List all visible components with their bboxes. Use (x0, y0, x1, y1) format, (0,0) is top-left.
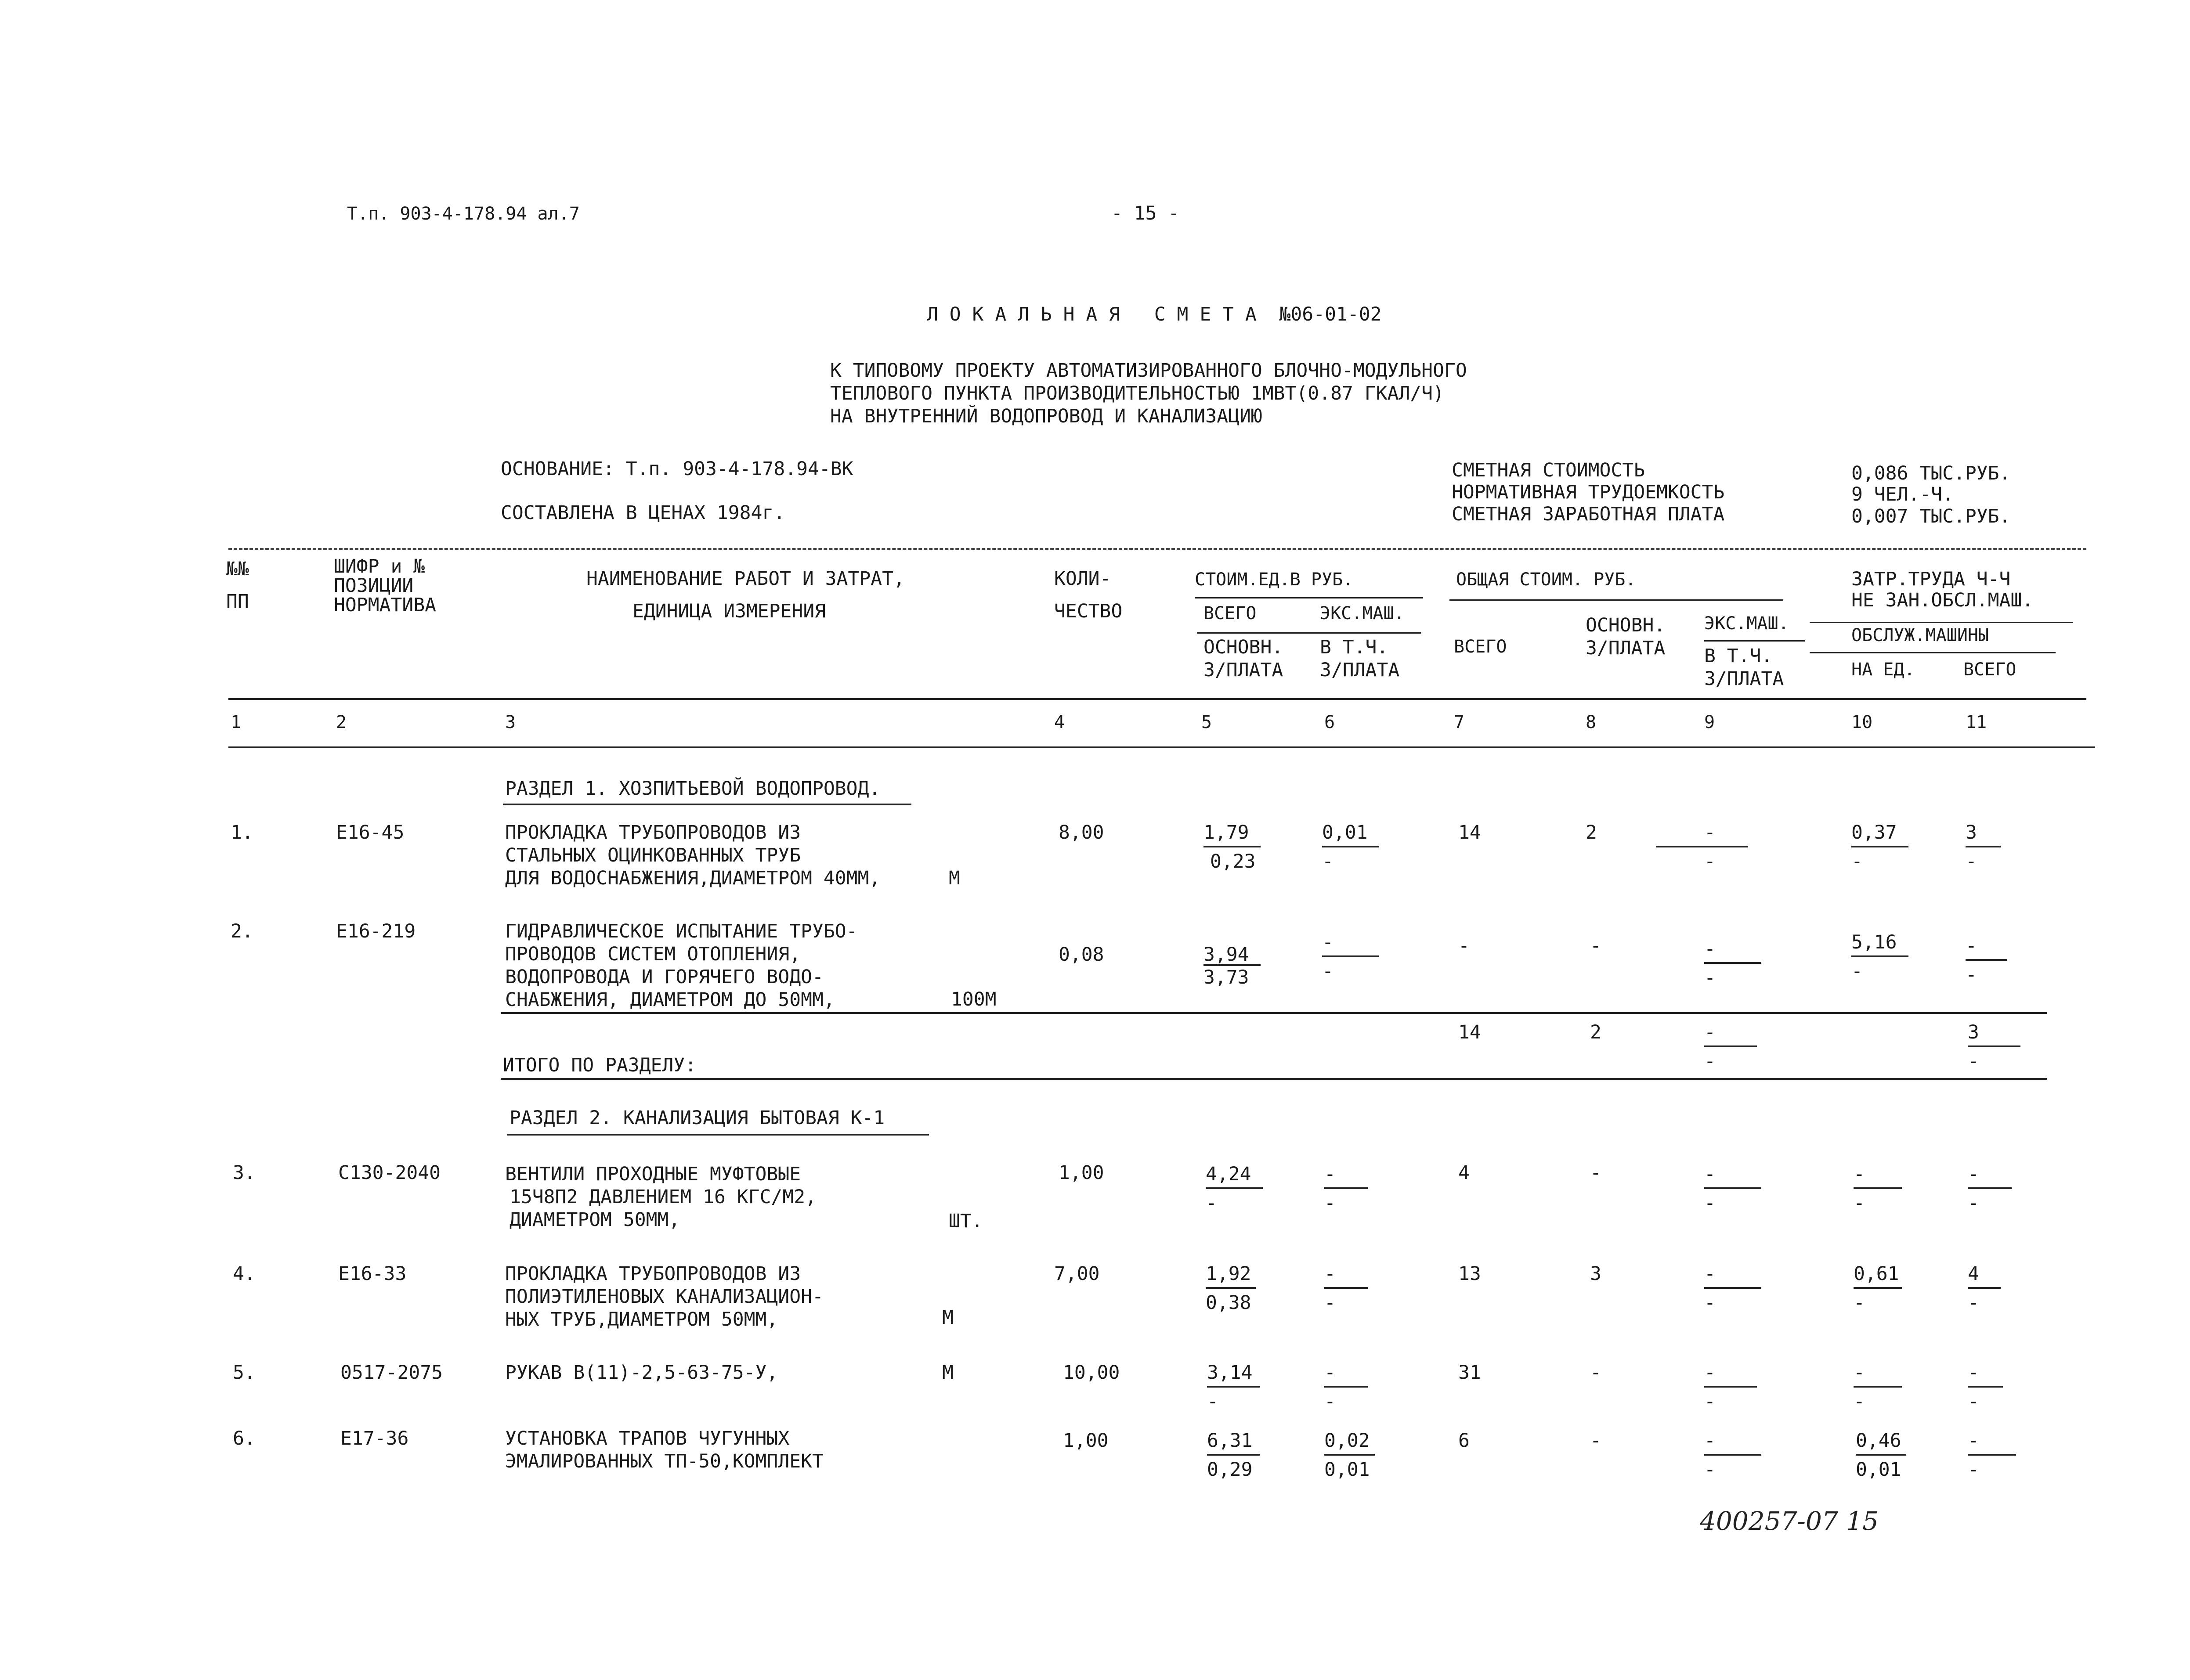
total-cost-rule (1449, 599, 1783, 601)
row-6-labor-total: - - (1968, 1429, 2034, 1481)
row-2-name: ГИДРАВЛИЧЕСКОЕ ИСПЫТАНИЕ ТРУБО- ПРОВОДОВ СИСТЕМ ОТОПЛЕНИЯ, ВОДОПРОВОДА И ГОРЯЧЕГО ВОДО- СНАБЖЕНИЯ, ДИАМЕТРОМ ДО 50ММ, (505, 920, 858, 1011)
col-4-header: КОЛИ- ЧЕСТВО (1054, 568, 1123, 622)
row-2-unit-cost: 3,94 3,73 (1203, 943, 1269, 989)
row-6-number: 6. (233, 1428, 256, 1449)
page-number: - 15 - (1111, 202, 1180, 224)
row-2-wages: - (1590, 935, 1601, 957)
row-2-number: 2. (231, 920, 253, 942)
total-cost-header: ОБЩАЯ СТОИМ. РУБ. (1456, 570, 1636, 590)
section-1-total-labor: 3 - (1968, 1021, 2034, 1073)
row-1-machine-cost: 0,01 - (1322, 821, 1388, 873)
unit-cost-sub-rule (1197, 632, 1421, 634)
handwritten-archive-number: 400257-07 15 (1700, 1506, 1879, 1536)
col-5-top-header: ВСЕГО (1203, 603, 1257, 624)
row-3-number: 3. (233, 1162, 256, 1184)
labor-header: ЗАТР.ТРУДА Ч-Ч НЕ ЗАН.ОБСЛ.МАШ. (1851, 568, 2034, 611)
section-1-total-wages: 2 (1590, 1021, 1601, 1043)
row-3-total: 4 (1458, 1162, 1470, 1184)
summary-label-wages: СМЕТНАЯ ЗАРАБОТНАЯ ПЛАТА (1452, 503, 1725, 525)
row-6-name: УСТАНОВКА ТРАПОВ ЧУГУННЫХ ЭМАЛИРОВАННЫХ ТП-50,КОМПЛЕКТ (505, 1428, 824, 1472)
section-1-total-machine: - - (1704, 1021, 1770, 1073)
col-number-5: 5 (1201, 712, 1212, 732)
section-2-title: РАЗДЕЛ 2. КАНАЛИЗАЦИЯ БЫТОВАЯ К-1 (510, 1107, 885, 1129)
col-6-top-header: ЭКС.МАШ. (1320, 603, 1405, 624)
col-3-header: НАИМЕНОВАНИЕ РАБОТ И ЗАТРАТ, ЕДИНИЦА ИЗМЕРЕНИЯ (586, 568, 905, 622)
row-6-machine-total: - - (1704, 1429, 1770, 1481)
row-4-machine-total: - - (1704, 1262, 1770, 1314)
summary-value-cost: 0,086 ТЫС.РУБ. (1851, 462, 2011, 484)
col-number-3: 3 (505, 712, 516, 732)
row-3-code: С130-2040 (338, 1162, 441, 1184)
row-2-machine-cost: - - (1322, 931, 1388, 983)
col-number-11: 11 (1966, 712, 1987, 732)
col-number-6: 6 (1324, 712, 1335, 732)
header-top-rule (228, 548, 2086, 550)
row-1-unit-cost: 1,79 0,23 (1203, 821, 1269, 873)
row-6-total: 6 (1458, 1430, 1470, 1452)
row-1-total: 14 (1458, 822, 1481, 844)
row-5-unit: М (942, 1362, 954, 1384)
col-1-header: №№ ПП (226, 558, 249, 613)
estimate-title: Л О К А Л Ь Н А Я С М Е Т А №06-01-02 (927, 303, 1382, 325)
col-9-bottom-header: В Т.Ч. З/ПЛАТА (1704, 645, 1784, 690)
row-5-unit-cost: 3,14 - (1207, 1361, 1273, 1413)
row-1-unit: М (949, 867, 960, 889)
labor-rule (1810, 622, 2073, 623)
col-2-header: ШИФР и № ПОЗИЦИИ НОРМАТИВА (334, 555, 436, 616)
row-4-unit-cost: 1,92 0,38 (1206, 1262, 1272, 1314)
row-5-number: 5. (233, 1362, 256, 1384)
basis-line: ОСНОВАНИЕ: Т.п. 903-4-178.94-ВК (501, 458, 853, 480)
row-1-code: Е16-45 (336, 822, 405, 844)
row-6-wages: - (1590, 1430, 1601, 1452)
summary-value-wages: 0,007 ТЫС.РУБ. (1851, 505, 2011, 527)
row-4-total: 13 (1458, 1263, 1481, 1285)
row-4-qty: 7,00 (1054, 1263, 1100, 1285)
col-number-2: 2 (336, 712, 347, 732)
summary-label-labor: НОРМАТИВНАЯ ТРУДОЕМКОСТЬ (1452, 481, 1725, 503)
row-1-name: ПРОКЛАДКА ТРУБОПРОВОДОВ ИЗ СТАЛЬНЫХ ОЦИНКОВАННЫХ ТРУБ ДЛЯ ВОДОСНАБЖЕНИЯ,ДИАМЕТРОМ 40ММ, (505, 822, 881, 889)
row-6-qty: 1,00 (1063, 1430, 1109, 1452)
prices-year-line: СОСТАВЛЕНА В ЦЕНАХ 1984г. (501, 502, 785, 524)
row-2-labor-unit: 5,16 - (1851, 931, 1917, 983)
section-2-title-underline (507, 1134, 929, 1136)
unit-cost-header: СТОИМ.ЕД.В РУБ. (1195, 570, 1354, 590)
row-4-labor-total: 4 - (1968, 1262, 2034, 1314)
section-1-total-cost: 14 (1458, 1021, 1481, 1043)
row-2-machine-total: - - (1704, 937, 1770, 989)
summary-value-labor: 9 ЧЕЛ.-Ч. (1851, 483, 1954, 505)
row-1-number: 1. (231, 822, 253, 844)
row-2-total: - (1458, 935, 1470, 957)
row-6-code: Е17-36 (340, 1428, 409, 1449)
title-line-2: ТЕПЛОВОГО ПУНКТА ПРОИЗВОДИТЕЛЬНОСТЬЮ 1МВТ(0.87 ГКАЛ/Ч) (830, 382, 1444, 404)
row-1-qty: 8,00 (1059, 822, 1104, 844)
row-3-name: ВЕНТИЛИ ПРОХОДНЫЕ МУФТОВЫЕ 15Ч8П2 ДАВЛЕНИЕМ 16 КГС/М2, ДИАМЕТРОМ 50ММ, (505, 1163, 817, 1231)
col-number-8: 8 (1586, 712, 1597, 732)
numbers-bottom-rule (228, 746, 2095, 748)
document-code: Т.п. 903-4-178.94 ал.7 (347, 204, 580, 224)
row-3-unit-cost: 4,24 - (1206, 1163, 1272, 1215)
row-4-code: Е16-33 (338, 1263, 407, 1285)
title-line-3: НА ВНУТРЕННИЙ ВОДОПРОВОД И КАНАЛИЗАЦИЮ (830, 405, 1262, 427)
col-number-4: 4 (1054, 712, 1065, 732)
row-6-unit-cost: 6,31 0,29 (1207, 1429, 1273, 1481)
row-5-name: РУКАВ В(11)-2,5-63-75-У, (505, 1362, 778, 1384)
row-5-code: 0517-2075 (340, 1362, 443, 1384)
section-1-title: РАЗДЕЛ 1. ХОЗПИТЬЕВОЙ ВОДОПРОВОД. (505, 778, 881, 800)
row-1-labor-unit: 0,37 - (1851, 821, 1917, 873)
row-4-wages: 3 (1590, 1263, 1601, 1285)
section-1-total-bottom-rule (501, 1078, 2047, 1080)
row-3-qty: 1,00 (1059, 1162, 1104, 1184)
col-number-9: 9 (1704, 712, 1715, 732)
col-number-1: 1 (231, 712, 242, 732)
row-1-machine-total: - - (1656, 821, 1753, 873)
col-8-header: ОСНОВН. З/ПЛАТА (1586, 614, 1666, 659)
row-4-machine-cost: - - (1324, 1262, 1390, 1314)
title-line-1: К ТИПОВОМУ ПРОЕКТУ АВТОМАТИЗИРОВАННОГО БЛОЧНО-МОДУЛЬНОГО (830, 360, 1467, 382)
col-9-top-header: ЭКС.МАШ. (1704, 613, 1789, 634)
section-1-title-underline (503, 804, 911, 805)
row-4-number: 4. (233, 1263, 256, 1285)
col-number-7: 7 (1454, 712, 1465, 732)
col-11-header: ВСЕГО (1963, 660, 2017, 680)
row-5-labor-unit: - - (1854, 1361, 1919, 1413)
row-3-unit: ШТ. (949, 1210, 983, 1232)
row-5-machine-total: - - (1704, 1361, 1770, 1413)
row-3-labor-total: - - (1968, 1163, 2034, 1215)
row-5-machine-cost: - - (1324, 1361, 1390, 1413)
row-2-qty: 0,08 (1059, 944, 1104, 966)
col-number-10: 10 (1851, 712, 1873, 732)
unit-cost-rule (1195, 597, 1423, 598)
col-9-rule (1704, 640, 1805, 642)
col-7-header: ВСЕГО (1454, 637, 1507, 657)
row-4-unit: М (942, 1307, 954, 1329)
col-6-bottom-header: В Т.Ч. З/ПЛАТА (1320, 636, 1400, 681)
col-10-header: НА ЕД. (1851, 660, 1915, 680)
row-1-labor-total: 3 - (1966, 821, 2031, 873)
row-5-wages: - (1590, 1362, 1601, 1384)
section-1-total-label: ИТОГО ПО РАЗДЕЛУ: (503, 1054, 697, 1076)
summary-label-cost: СМЕТНАЯ СТОИМОСТЬ (1452, 459, 1645, 481)
row-3-machine-total: - - (1704, 1163, 1770, 1215)
row-4-labor-unit: 0,61 - (1854, 1262, 1919, 1314)
row-3-machine-cost: - - (1324, 1163, 1390, 1215)
row-2-unit: 100М (951, 988, 997, 1010)
row-6-labor-unit: 0,46 0,01 (1856, 1429, 1922, 1481)
labor-sub-header: ОБСЛУЖ.МАШИНЫ (1851, 625, 1989, 645)
row-4-name: ПРОКЛАДКА ТРУБОПРОВОДОВ ИЗ ПОЛИЭТИЛЕНОВЫХ КАНАЛИЗАЦИОН- НЫХ ТРУБ,ДИАМЕТРОМ 50ММ, (505, 1263, 824, 1330)
row-1-wages: 2 (1586, 822, 1597, 844)
col-5-bottom-header: ОСНОВН. З/ПЛАТА (1203, 636, 1283, 681)
header-bottom-rule (228, 698, 2086, 700)
row-5-labor-total: - - (1968, 1361, 2034, 1413)
section-1-total-top-rule (501, 1012, 2047, 1014)
row-2-labor-total: - - (1966, 934, 2031, 986)
row-3-labor-unit: - - (1854, 1163, 1919, 1215)
labor-sub-rule (1810, 652, 2056, 653)
row-6-machine-cost: 0,02 0,01 (1324, 1429, 1390, 1481)
row-5-qty: 10,00 (1063, 1362, 1120, 1384)
row-3-wages: - (1590, 1162, 1601, 1184)
row-2-code: Е16-219 (336, 920, 416, 942)
row-5-total: 31 (1458, 1362, 1481, 1384)
